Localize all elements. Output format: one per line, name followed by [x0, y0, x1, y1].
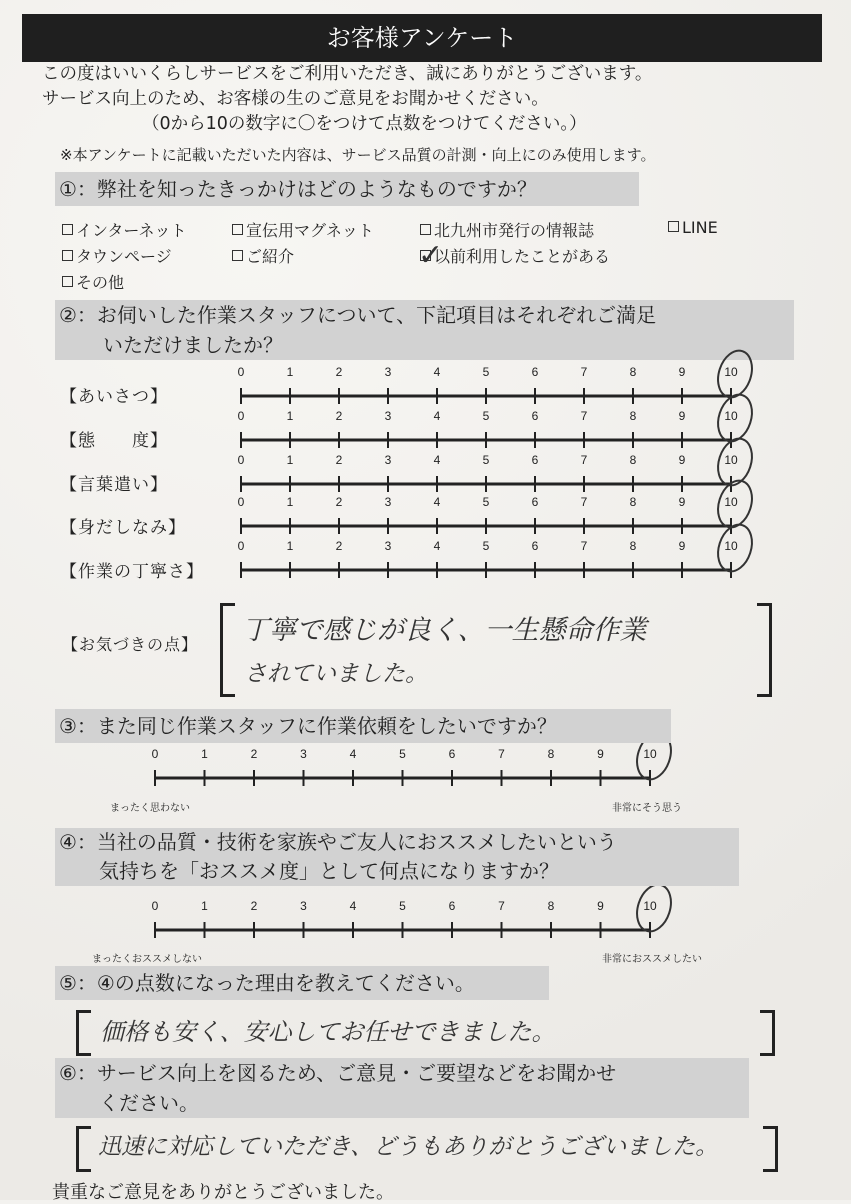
q1-option-other[interactable]: その他	[62, 270, 124, 293]
q4-scale-tick-label: 0	[151, 899, 159, 913]
q3-scale-tick-label: 9	[597, 747, 604, 761]
q2-scale-tick-label: 1	[286, 453, 294, 467]
q4-question: ④：当社の品質・技術を家族やご友人におススメしたいという 気持ちを「おススメ度」として何点になりますか？	[55, 828, 739, 886]
q5-question: ⑤：④の点数になった理由を教えてください。	[55, 966, 549, 1000]
notice-answer-line-2: されていました。	[244, 661, 428, 687]
q1-question: ①：弊社を知ったきっかけはどのようなものですか？	[55, 172, 639, 206]
q2-scale-tick-label: 1	[286, 409, 294, 423]
q4-scale-tick-label: 10	[643, 899, 657, 913]
notice-label: 【お気づきの点】	[62, 635, 199, 654]
q2-scale-tick-label: 9	[678, 365, 686, 379]
q2-scale-tick-label: 8	[629, 453, 637, 467]
q2-scale-tick-label: 8	[629, 409, 637, 423]
q3-scale-tick-label: 8	[547, 747, 555, 761]
q2-item-label: 【作業の丁寧さ】	[60, 562, 204, 582]
q2-scale-tick-label: 1	[286, 539, 294, 553]
q4-scale-tick-label: 2	[250, 899, 258, 913]
bracket-right	[763, 1126, 778, 1172]
q4-scale-tick-label: 9	[597, 899, 604, 913]
q2-scale-tick-label: 3	[384, 539, 392, 553]
q2-scale-tick-label: 10	[724, 495, 738, 509]
q2-scale-tick-label: 4	[433, 365, 441, 379]
q3-scale-tick-label: 6	[448, 747, 456, 761]
q2-scale-tick-label: 9	[678, 539, 686, 553]
q2-scale-tick-label: 5	[482, 453, 490, 467]
footer-thanks: 貴重なご意見をありがとうございました。	[52, 1182, 394, 1203]
q4-right-caption: 非常におススメしたい	[602, 954, 702, 965]
q2-scale-tick-label: 4	[433, 453, 441, 467]
q2-scale-tick-label: 7	[580, 409, 588, 423]
q6-answer: 迅速に対応していただき、どうもありがとうございました。	[98, 1134, 719, 1160]
q2-scale-tick-label: 3	[384, 409, 392, 423]
q2-scale-tick-label: 1	[286, 365, 294, 379]
q3-scale-tick-label: 2	[250, 747, 258, 761]
q2-scale-tick-label: 7	[580, 453, 588, 467]
bracket-left	[76, 1010, 91, 1056]
q3-scale-tick-label: 3	[300, 747, 307, 761]
bracket-left	[220, 603, 235, 697]
q3-right-caption: 非常にそう思う	[612, 803, 682, 814]
q1-option-magazine[interactable]: 北九州市発行の情報誌	[420, 218, 594, 241]
q2-scale-tick-label: 6	[531, 365, 539, 379]
q3-scale-tick-label: 7	[498, 747, 505, 761]
q3-scale-tick-label: 0	[151, 747, 159, 761]
q2-scale-tick-label: 5	[482, 365, 490, 379]
q1-option-townpage[interactable]: タウンページ	[62, 244, 172, 267]
q3-scale-tick-label: 4	[349, 747, 357, 761]
q4-scale-tick-label: 5	[399, 899, 406, 913]
q2-scale-tick-label: 4	[433, 539, 441, 553]
q2-scale-tick-label: 3	[384, 495, 392, 509]
privacy-note: ※本アンケートに記載いただいた内容は、サービス品質の計測・向上にのみ使用します。	[60, 146, 656, 164]
q2-scale-tick-label: 0	[237, 365, 245, 379]
q3-scale-tick-label: 5	[399, 747, 406, 761]
checkmark-icon: ✓	[418, 238, 444, 273]
q2-scale-tick-label: 0	[237, 409, 245, 423]
q2-scale-tick-label: 10	[724, 539, 738, 553]
q2-scale-tick-label: 1	[286, 495, 294, 509]
q4-scale-tick-label: 1	[201, 899, 208, 913]
q4-left-caption: まったくおススメしない	[92, 954, 202, 965]
q2-scale-tick-label: 0	[237, 453, 245, 467]
q2-scale-tick-label: 8	[629, 495, 637, 509]
q2-scale-tick-label: 4	[433, 409, 441, 423]
q2-scale-tick-label: 2	[335, 495, 343, 509]
q2-scale-tick-label: 5	[482, 539, 490, 553]
q1-option-line[interactable]: LINE	[668, 218, 718, 237]
intro-line-2: サービス向上のため、お客様の生のご意見をお聞かせください。	[42, 89, 549, 109]
q6-question: ⑥：サービス向上を図るため、ご意見・ご要望などをお聞かせ ください。	[55, 1058, 749, 1118]
q2-scale-tick-label: 10	[724, 409, 738, 423]
q4-scale-tick-label: 7	[498, 899, 505, 913]
q2-scale-tick-label: 8	[629, 365, 637, 379]
q2-scale-tick-label: 0	[237, 495, 245, 509]
q2-scale-tick-label: 9	[678, 453, 686, 467]
q1-option-internet[interactable]: インターネット	[62, 218, 187, 241]
q2-item-label: 【あいさつ】	[60, 387, 168, 407]
q1-option-magnet[interactable]: 宣伝用マグネット	[232, 218, 374, 241]
q3-scale-tick-label: 10	[643, 747, 657, 761]
q2-item-label: 【態 度】	[60, 431, 168, 451]
q2-item-label: 【言葉遣い】	[60, 475, 168, 495]
q2-scale-tick-label: 5	[482, 409, 490, 423]
q3-left-caption: まったく思わない	[110, 803, 190, 814]
q2-scale-tick-label: 4	[433, 495, 441, 509]
q4-scale-tick-label: 6	[448, 899, 456, 913]
notice-answer-line-1: 丁寧で感じが良く、一生懸命作業	[242, 615, 647, 646]
bracket-right	[757, 603, 772, 697]
q2-scale-tick-label: 9	[678, 409, 686, 423]
q2-scale-tick-label: 0	[237, 539, 245, 553]
q4-scale-tick-label: 4	[349, 899, 357, 913]
q2-scale-tick-label: 2	[335, 409, 343, 423]
q2-scale-tick-label: 5	[482, 495, 490, 509]
q2-item-label: 【身だしなみ】	[60, 518, 186, 538]
survey-title: お客様アンケート	[22, 14, 822, 62]
q2-scale-tick-label: 6	[531, 539, 539, 553]
q2-scale-tick-label: 6	[531, 409, 539, 423]
intro-line-1: この度はいいくらしサービスをご利用いただき、誠にありがとうございます。	[42, 64, 653, 84]
bracket-right	[760, 1010, 775, 1056]
q2-scale-tick-label: 2	[335, 453, 343, 467]
q2-question: ②：お伺いした作業スタッフについて、下記項目はそれぞれご満足 いただけましたか？	[55, 300, 794, 360]
intro-line-3: （0から10の数字に〇をつけて点数をつけてください。）	[142, 114, 587, 134]
q2-scale-tick-label: 3	[384, 365, 392, 379]
q2-scale-tick-label: 7	[580, 495, 588, 509]
q2-scale-tick-label: 6	[531, 495, 539, 509]
q2-scale-tick-label: 10	[724, 365, 738, 379]
q2-scale-tick-label: 8	[629, 539, 637, 553]
q1-option-referral[interactable]: ご紹介	[232, 244, 294, 267]
q3-scale-tick-label: 1	[201, 747, 208, 761]
bracket-left	[76, 1126, 91, 1172]
q3-question: ③：また同じ作業スタッフに作業依頼をしたいですか？	[55, 709, 671, 743]
q4-scale-tick-label: 3	[300, 899, 307, 913]
q2-scale-tick-label: 2	[335, 365, 343, 379]
q2-scale-tick-label: 6	[531, 453, 539, 467]
q2-scale-tick-label: 7	[580, 539, 588, 553]
q2-scale-tick-label: 9	[678, 495, 686, 509]
q2-scale-tick-label: 7	[580, 365, 588, 379]
q1-option-previous-use[interactable]: 以前利用したことがある	[420, 244, 610, 267]
q2-scale-tick-label: 3	[384, 453, 392, 467]
q2-scale-tick-label: 10	[724, 453, 738, 467]
q4-scale-tick-label: 8	[547, 899, 555, 913]
q2-scale-tick-label: 2	[335, 539, 343, 553]
q5-answer: 価格も安く、安心してお任せできました。	[100, 1018, 556, 1046]
